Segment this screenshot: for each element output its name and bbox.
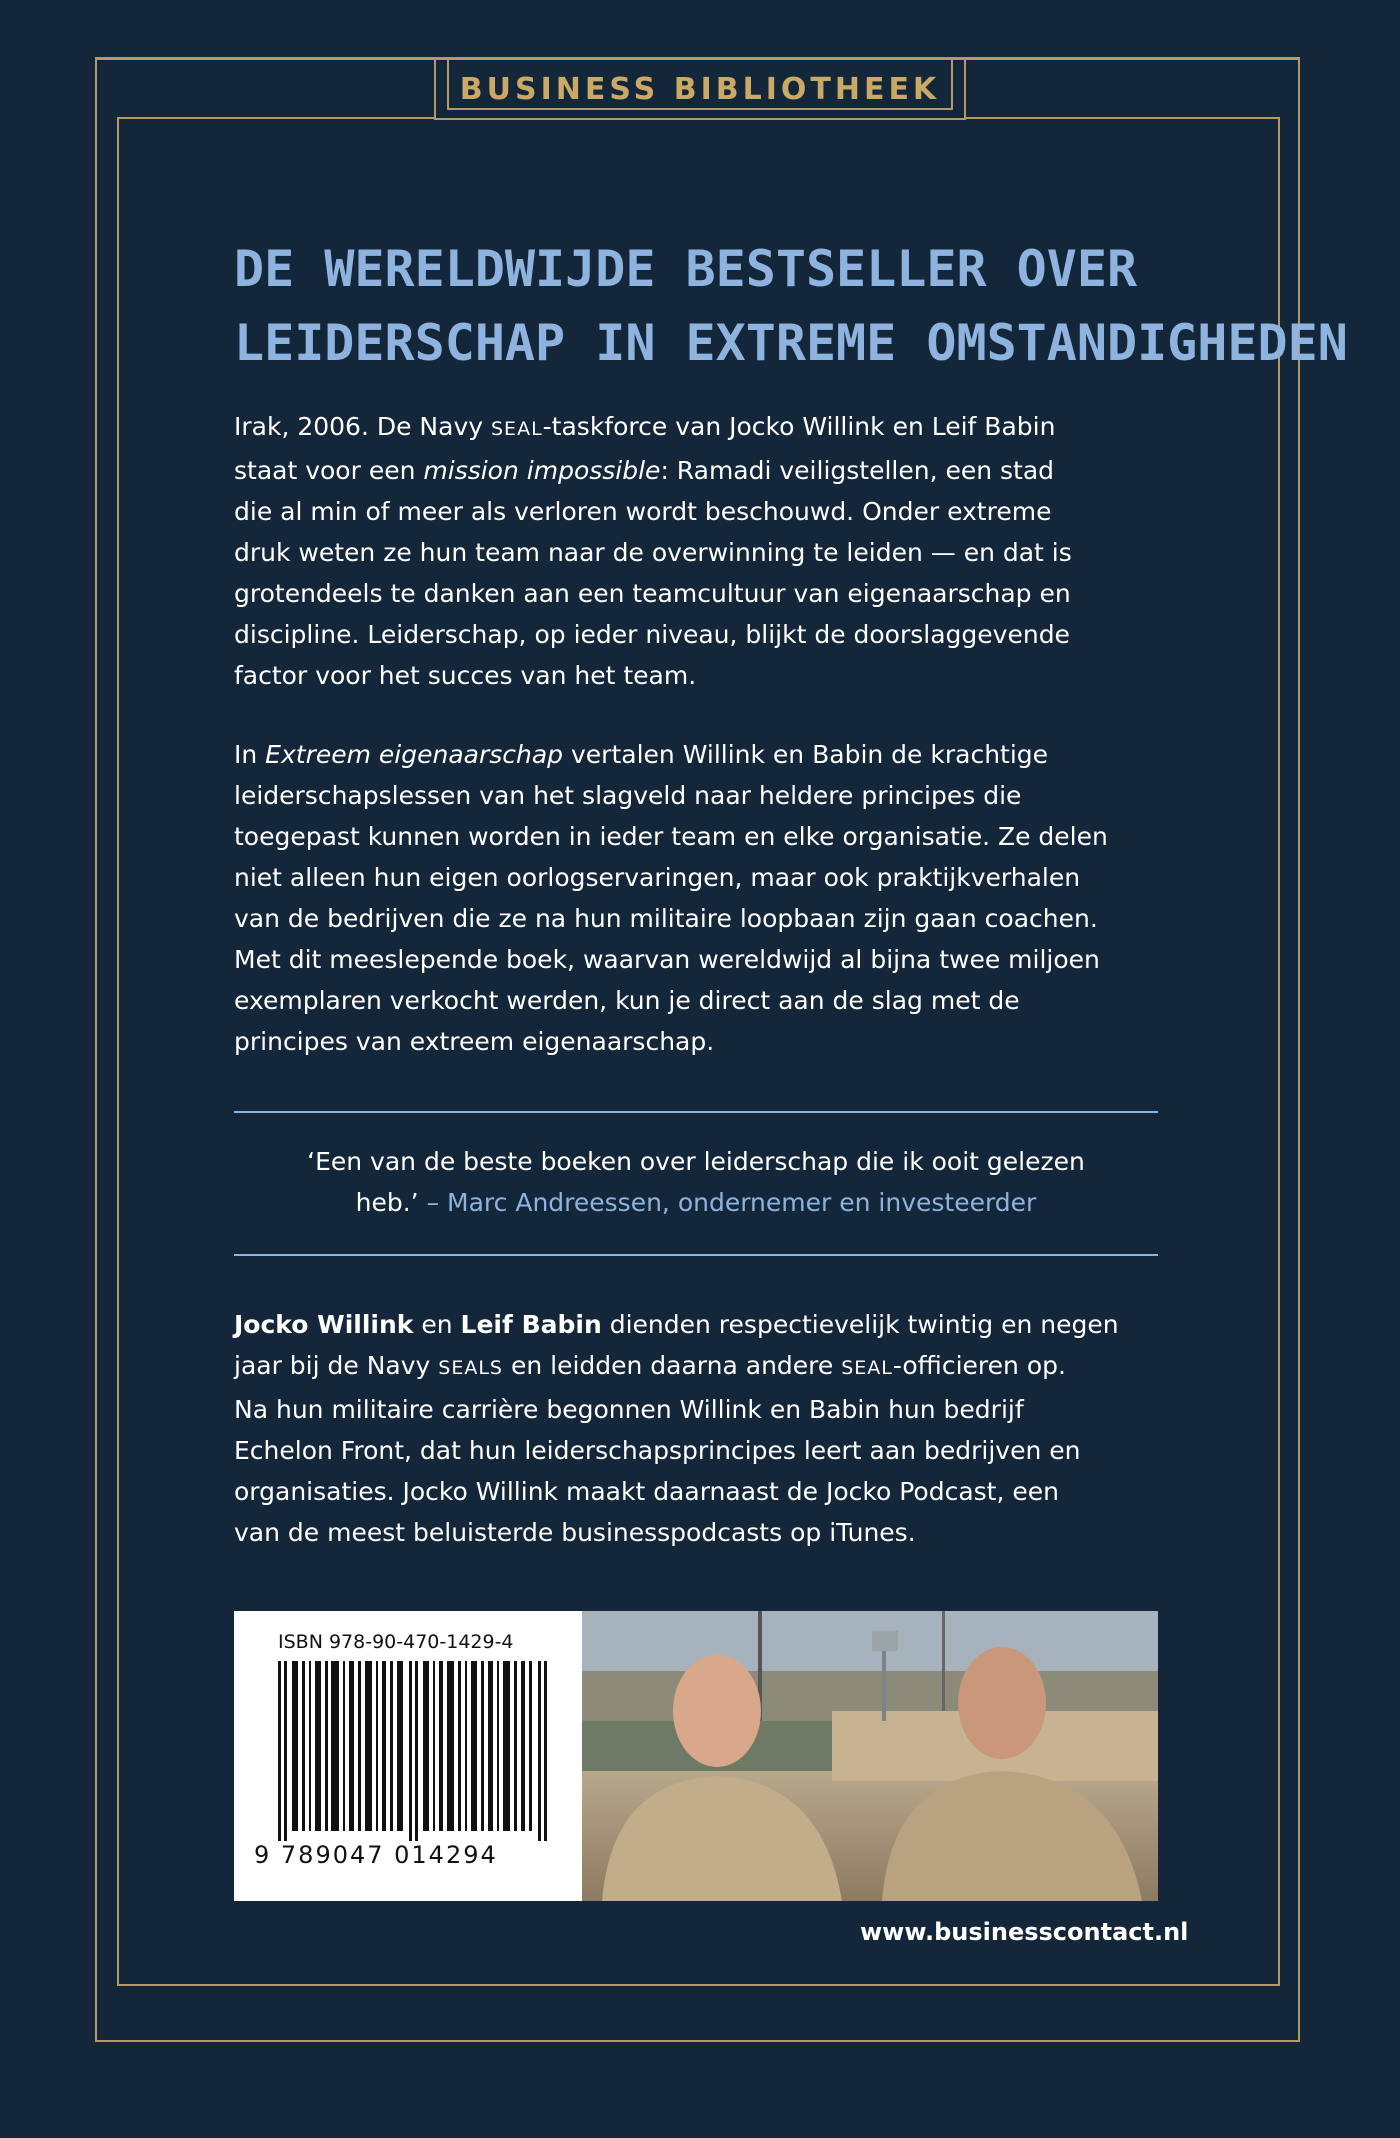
text-line: exemplaren verkocht werden, kun je direct aan de slag met de (234, 986, 1020, 1015)
author-photo-image (582, 1611, 1158, 1901)
text-span: : Ramadi veiligstellen, een stad (660, 456, 1055, 485)
author-photo (582, 1611, 1158, 1901)
author-bio (234, 1304, 1164, 1553)
divider-bottom (234, 1254, 1158, 1256)
isbn-label: ISBN 978-90-470-1429-4 (278, 1631, 514, 1653)
text-span: In (234, 740, 266, 769)
text-span: dienden respectievelijk twintig en negen (601, 1310, 1119, 1339)
series-title: BUSINESS BIBLIOTHEEK (459, 72, 941, 107)
quote-attribution: – Marc Andreessen, ondernemer en investeerder (418, 1188, 1037, 1217)
headline-line-1: DE WERELDWIJDE BESTSELLER OVER (234, 240, 1138, 298)
text-span: -officieren op. (892, 1351, 1066, 1380)
ean-digits: 9 789047 014294 (254, 1841, 498, 1869)
text-line: discipline. Leiderschap, op ieder niveau, blijkt de doorslaggevende (234, 620, 1070, 649)
text-span: en (413, 1310, 461, 1339)
text-span: staat voor een (234, 456, 424, 485)
text-line: Echelon Front, dat hun leiderschapsprincipes leert aan bedrijven en (234, 1436, 1081, 1465)
text-span: jaar bij de Navy (234, 1351, 439, 1380)
text-line (234, 734, 1164, 775)
text-line: Met dit meeslepende boek, waarvan wereldwijd al bijna twee miljoen (234, 945, 1100, 974)
author-name-2: Leif Babin (460, 1310, 602, 1339)
review-quote (234, 1141, 1158, 1223)
text-line: grotendeels te danken aan een teamcultuur van eigenaarschap en (234, 579, 1071, 608)
quote-end: heb.’ (355, 1188, 419, 1217)
text-line: druk weten ze hun team naar de overwinning te leiden — en dat is (234, 538, 1072, 567)
text-line: Na hun militaire carrière begonnen Willink en Babin hun bedrijf (234, 1395, 1024, 1424)
small-caps-span: SEALS (438, 1357, 503, 1379)
text-line: die al min of meer als verloren wordt beschouwd. Onder extreme (234, 497, 1052, 526)
text-line (234, 406, 1164, 450)
text-line: leiderschapslessen van het slagveld naar heldere principes die (234, 781, 1022, 810)
blurb-paragraph-1 (234, 406, 1164, 696)
small-caps-span: SEAL (491, 418, 543, 440)
quote-line-1: ‘Een van de beste boeken over leiderschap die ik ooit gelezen (307, 1147, 1085, 1176)
text-line: van de bedrijven die ze na hun militaire loopbaan zijn gaan coachen. (234, 904, 1098, 933)
small-caps-span: SEAL (841, 1357, 893, 1379)
blurb-paragraph-2 (234, 734, 1164, 1062)
text-line: niet alleen hun eigen oorlogservaringen, maar ook praktijkverhalen (234, 863, 1081, 892)
text-span: vertalen Willink en Babin de krachtige (563, 740, 1049, 769)
barcode-icon (278, 1661, 548, 1841)
headline-line-2: LEIDERSCHAP IN EXTREME OMSTANDIGHEDEN (234, 314, 1348, 372)
text-line (234, 1304, 1164, 1345)
italic-span: mission impossible (423, 456, 661, 485)
publisher-website[interactable]: www.businesscontact.nl (860, 1918, 1189, 1946)
text-line: organisaties. Jocko Willink maakt daarnaast de Jocko Podcast, een (234, 1477, 1059, 1506)
text-span: Irak, 2006. De Navy (234, 412, 491, 441)
text-line (234, 450, 1164, 491)
italic-span: Extreem eigenaarschap (265, 740, 564, 769)
text-line: van de meest beluisterde businesspodcasts op iTunes. (234, 1518, 916, 1547)
divider-top (234, 1111, 1158, 1113)
text-line: principes van extreem eigenaarschap. (234, 1027, 715, 1056)
barcode-panel (234, 1611, 582, 1901)
text-line: factor voor het succes van het team. (234, 661, 697, 690)
text-span: en leidden daarna andere (503, 1351, 842, 1380)
text-span: -taskforce van Jocko Willink en Leif Babin (542, 412, 1056, 441)
text-line: toegepast kunnen worden in ieder team en elke organisatie. Ze delen (234, 822, 1108, 851)
headline (234, 232, 1348, 380)
text-line (234, 1345, 1164, 1389)
author-name-1: Jocko Willink (234, 1310, 414, 1339)
quote-line-2 (234, 1182, 1158, 1223)
